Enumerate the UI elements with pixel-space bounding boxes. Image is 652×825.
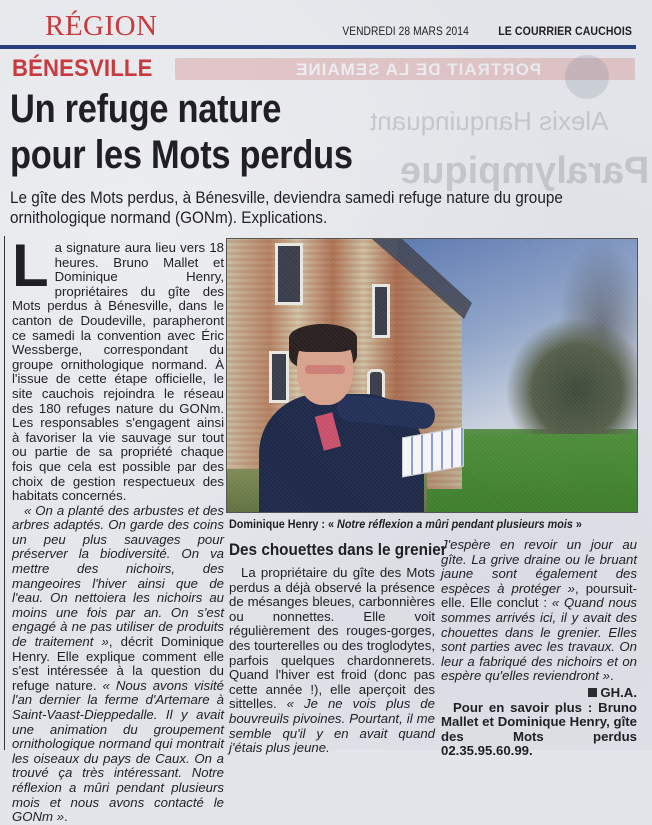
- punctuation: .: [64, 809, 68, 825]
- standfirst-line-2: ornithologique normand (GONm). Explications.: [10, 208, 328, 227]
- body-column-2: [229, 566, 435, 756]
- contact-info: Pour en savoir plus : Bruno Mallet et Dominique Henry, gîte des Mots perdus 02.35.95.60.99.: [441, 699, 637, 759]
- author-initials: GH.A.: [600, 684, 637, 700]
- quote-hope: J'espère en revoir un jour au gîte. La grive draine ou le bruant jaune sont également des espèces à protéger »: [441, 537, 637, 596]
- article-photo: [226, 238, 638, 513]
- author-signature: [441, 686, 637, 701]
- photo-halftone: [227, 239, 637, 512]
- quote-visit: « Nous avons visité l'an dernier la ferme d'Artemare à Saint-Vaast-Dieppedalle. Il y avait une animation du groupement ornithologique normand qui montrait les oiseaux du pays de Caux. On a trouvé ça très intéressant. Notre réflexion a mûri pendant plusieurs mois et nous avons contacté le GONm »: [12, 677, 224, 825]
- bleed-through-name: Alexis Hanquinquant: [370, 106, 609, 136]
- section-title: RÉGION: [45, 10, 158, 42]
- attribution-text: , décrit Dominique Henry. Elle explique comment elle s'est intéressée à la question du refuge nature.: [12, 634, 224, 693]
- quote-planting: « On a planté des arbustes et des arbres adaptés. On garde des coins un peu plus sauvages pour préserver la biodiversité. On va mettre des nichoirs, des mangeoires l'hiver ainsi que de l'eau. On nettoiera les nichoirs au moins une fois par an. On s'est engagé à ne pas utiliser de produits de traitement »: [12, 502, 224, 650]
- paragraph-intro: a signature aura lieu vers 18 heures. Bruno Mallet et Dominique Henry, propriétaires du gîte des Mots perdus à Bénesville, dans le canton de Doudeville, parapheront ce samedi la convention avec Éric Wessberge, correspondant du groupe ornithologique normand. À l'issue de cette étape officielle, le site cauchois rejoindra le réseau des 180 refuges nature du GONm. Les responsables s'engagent ainsi à favoriser la vie sauvage sur tout ou partie de sa propriété chaque fois que cela est possible par des choix de gestion respectueux des habitats concernés.: [12, 240, 224, 504]
- punctuation: .: [609, 668, 614, 684]
- dateline: [320, 24, 632, 38]
- photo-caption: [229, 517, 582, 531]
- headline: [10, 86, 353, 178]
- bleed-through-banner-text: PORTRAIT DE LA SEMAINE: [295, 60, 542, 79]
- column-rule: [4, 236, 5, 750]
- standfirst: [10, 188, 604, 228]
- bleed-through-portrait: [565, 55, 609, 99]
- caption-quote: Notre réflexion a mûri pendant plusieurs mois: [337, 517, 573, 531]
- quote-owls: « Quand nous sommes arrivés ici, il y avait des chouettes dans le grenier. Elles sont parties avec les travaux. On leur a fabriqué des nichoirs et on espère qu'elles reviendront »: [441, 595, 637, 684]
- attribution-text: , poursuit-elle. Elle conclut :: [441, 580, 637, 611]
- body-column-3: [441, 538, 637, 759]
- publication-date: VENDREDI 28 MARS 2014: [342, 24, 469, 38]
- headline-line-2: pour les Mots perdus: [10, 133, 353, 177]
- subheading: Des chouettes dans le grenier: [229, 540, 447, 559]
- body-column-1: [12, 232, 224, 825]
- caption-close: »: [572, 517, 582, 531]
- standfirst-line-1: Le gîte des Mots perdus, à Bénesville, deviendra samedi refuge nature du groupe: [10, 188, 563, 207]
- header-rule: [0, 45, 636, 49]
- square-bullet-icon: [588, 688, 597, 697]
- location-kicker: BÉNESVILLE: [12, 55, 153, 82]
- headline-line-1: Un refuge nature: [10, 87, 282, 131]
- bleed-through-banner: [175, 58, 635, 80]
- drop-cap: L: [12, 232, 49, 299]
- quote-bullfinches: « Je ne vois plus de bouvreuils pivoines. Pourtant, il me semble qu'il y en avait quand j'étais plus jeune.: [229, 696, 435, 756]
- caption-speaker: Dominique Henry : «: [229, 517, 338, 531]
- newspaper-name: LE COURRIER CAUCHOIS: [498, 24, 632, 38]
- bleed-through-heading: Paralympique: [400, 150, 650, 192]
- paragraph-observations: La propriétaire du gîte des Mots perdus a déjà observé la présence de mésanges bleues, carbonnières ou nonnettes. Elle voit régulièrement des rouges-gorges, des tourterelles ou des troglodytes, parfois quelques chardonnerets. Quand l'hiver est froid (donc pas cette année !), elle aperçoit des sittelles.: [229, 565, 435, 712]
